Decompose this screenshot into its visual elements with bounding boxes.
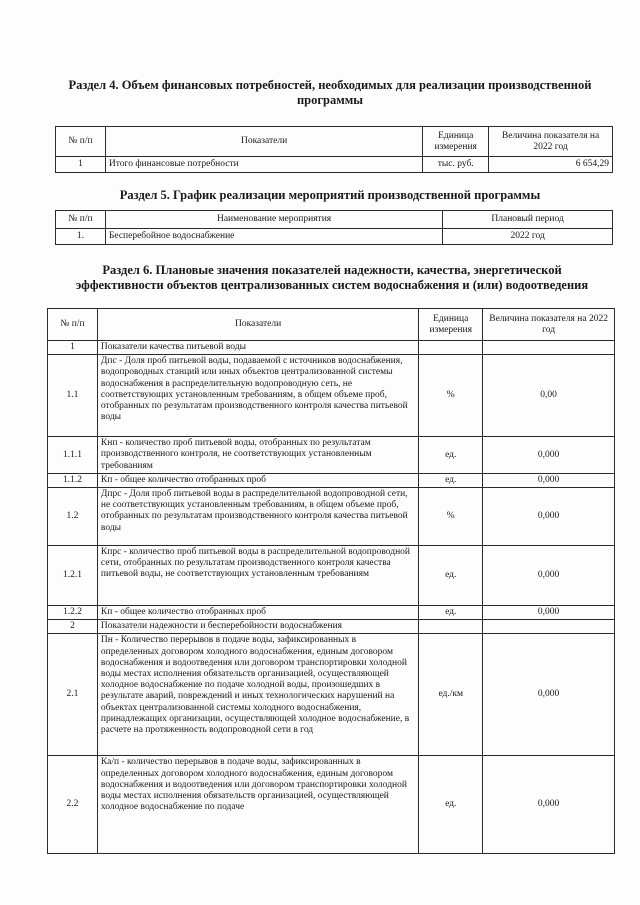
header-num: № п/п (56, 127, 106, 157)
row-indicator: Дпрс - Доля проб питьевой воды в распределительной водопроводной сети, не соответствующих установленным требованиям, в общем объеме проб, отобранных по результатам производственного контроля качества питьевой воды (97, 488, 418, 546)
table-header-row (56, 211, 613, 229)
header-unit: Единица измерения (423, 127, 489, 157)
section6-title: Раздел 6. Плановые значения показателей надежности, качества, энергетической эффективности объектов централизованных систем водоснабжения и (или) водоотведения (75, 263, 589, 292)
row-indicator: Показатели качества питьевой воды (97, 341, 418, 355)
header-num: № п/п (56, 211, 106, 229)
section5-title: Раздел 5. График реализации мероприятий производственной программы (119, 188, 541, 202)
row-unit (419, 341, 483, 355)
row-value: 6 654,29 (489, 157, 613, 173)
table-row (48, 606, 615, 620)
row-value (483, 620, 615, 634)
row-value (483, 341, 615, 355)
table-row (48, 341, 615, 355)
row-name: Итого финансовые потребности (105, 157, 422, 173)
table-row (48, 488, 615, 546)
row-unit: ед. (419, 473, 483, 487)
header-value: Величина показателя на 2022 год (489, 127, 613, 157)
row-num: 2.1 (48, 634, 98, 756)
row-unit: ед./км (419, 634, 483, 756)
row-unit: ед. (419, 606, 483, 620)
row-num: 1 (48, 341, 98, 355)
row-num: 2.2 (48, 756, 98, 854)
table-row (48, 620, 615, 634)
section6-table (47, 308, 615, 854)
row-indicator: Показатели надежности и бесперебойности водоснабжения (97, 620, 418, 634)
row-num: 1 (56, 157, 106, 173)
row-num: 1.1.1 (48, 437, 98, 474)
row-num: 1. (56, 229, 106, 245)
row-name: Бесперебойное водоснабжение (105, 229, 442, 245)
row-unit (419, 620, 483, 634)
section6-rows (48, 341, 615, 854)
table-header-row (48, 309, 615, 341)
table-row (48, 473, 615, 487)
table-row (48, 756, 615, 854)
row-num: 1.2.1 (48, 546, 98, 606)
row-indicator: Кп - общее количество отобранных проб (97, 473, 418, 487)
section4-table (55, 126, 613, 173)
row-value: 0,000 (483, 756, 615, 854)
row-indicator: Дпс - Доля проб питьевой воды, подаваемой с источников водоснабжения, водопроводных станций или иных объектов централизованной системы водоснабжения в распределительную водопроводную сеть, не соответствующих установленным требованиям, в общем объеме проб, отобранных по результатам производственного контроля качества питьевой воды (97, 355, 418, 437)
table-row (48, 546, 615, 606)
row-unit: ед. (419, 437, 483, 474)
row-unit: ед. (419, 756, 483, 854)
row-unit: % (419, 488, 483, 546)
section4-title: Раздел 4. Объем финансовых потребностей, необходимых для реализации производственной программы (68, 78, 592, 107)
row-num: 1.1 (48, 355, 98, 437)
row-num: 1.1.2 (48, 473, 98, 487)
header-name: Наименование мероприятия (105, 211, 442, 229)
row-value: 0,000 (483, 606, 615, 620)
row-indicator: Ка/п - количество перерывов в подаче воды, зафиксированных в определенных договором холодного водоснабжения, единым договором водоснабжения и водоотведения или договором транспортировки холодной воды местах исполнения обязательств организацией, осуществляющей холодное водоснабжение по подаче (97, 756, 418, 854)
row-value: 0,000 (483, 488, 615, 546)
row-num: 1.2 (48, 488, 98, 546)
row-value: 0,000 (483, 473, 615, 487)
header-indicators: Показатели (105, 127, 422, 157)
row-indicator: Кнп - количество проб питьевой воды, отобранных по результатам производственного контроля, не соответствующих установленным требованиям (97, 437, 418, 474)
table-header-row (56, 127, 613, 157)
table-row (48, 437, 615, 474)
header-period: Плановый период (443, 211, 613, 229)
row-period: 2022 год (443, 229, 613, 245)
row-value: 0,000 (483, 546, 615, 606)
table-row (56, 157, 613, 173)
header-indicators: Показатели (97, 309, 418, 341)
section5-table (55, 210, 613, 245)
row-value: 0,000 (483, 634, 615, 756)
row-unit: тыс. руб. (423, 157, 489, 173)
header-unit: Единица измерения (419, 309, 483, 341)
row-value: 0,00 (483, 355, 615, 437)
table-row (48, 355, 615, 437)
row-indicator: Кп - общее количество отобранных проб (97, 606, 418, 620)
row-unit: ед. (419, 546, 483, 606)
row-unit: % (419, 355, 483, 437)
header-value: Величина показателя на 2022 год (483, 309, 615, 341)
row-num: 2 (48, 620, 98, 634)
table-row (48, 634, 615, 756)
row-indicator: Кпрс - количество проб питьевой воды в распределительной водопроводной сети, отобранных по результатам производственного контроля качества питьевой воды, не соответствующих установленным требованиям (97, 546, 418, 606)
row-value: 0,000 (483, 437, 615, 474)
table-row (56, 229, 613, 245)
header-num: № п/п (48, 309, 98, 341)
row-num: 1.2.2 (48, 606, 98, 620)
row-indicator: Пн - Количество перерывов в подаче воды, зафиксированных в определенных договором холодного водоснабжения, единым договором водоснабжения и водоотведения или договором транспортировки холодной воды местах исполнения обязательств организацией, осуществляющей холодное водоснабжение по подаче холодной воды, произошедших в результате аварий, повреждений и иных технологических нарушений на объектах централизованной системы холодного водоснабжения, принадлежащих организации, осуществляющей холодное водоснабжение, в расчете на протяженность водопроводной сети в год (97, 634, 418, 756)
